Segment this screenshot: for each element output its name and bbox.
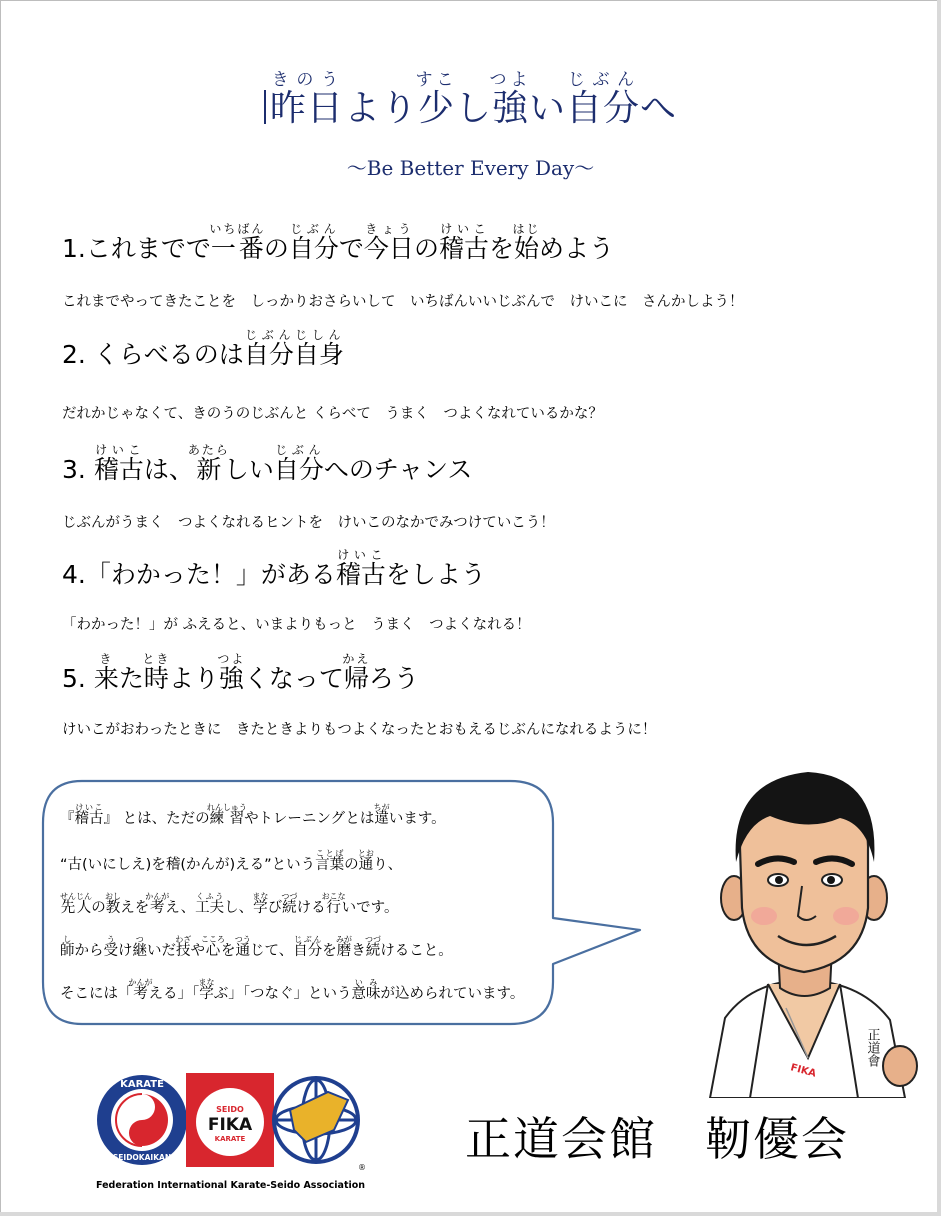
ruby-text: 学まな — [198, 978, 215, 1002]
ruby-text: 意味いみ — [351, 978, 381, 1002]
text-segment: をしよう — [385, 560, 486, 589]
text-segment: くなって — [243, 664, 344, 693]
ruby-text: 自分じぶん — [293, 935, 323, 959]
text-segment: じて、 — [250, 943, 294, 959]
text-segment: 4.「わかった！」がある — [62, 560, 336, 589]
text-segment: え、 — [165, 900, 196, 916]
item-1-heading — [62, 222, 614, 265]
text-segment: が込められています。 — [380, 986, 525, 1002]
title-kana: へ — [640, 88, 678, 129]
federation-name: Federation International Karate-Seido Association — [96, 1180, 366, 1191]
bubble-line-1 — [60, 803, 580, 828]
text-segment: へのチャンス — [323, 455, 473, 484]
item-4-desc: 「わかった！」が ふえると、いまよりもっと うまく つよくなれる！ — [62, 617, 531, 633]
fika-logo — [186, 1073, 274, 1167]
text-segment: の — [344, 857, 359, 873]
ruby-text: 継つ — [132, 935, 147, 959]
text-segment: いだ — [147, 943, 176, 959]
ruby-text: 稽古けいこ — [438, 222, 489, 263]
text-segment: ぶ」「つなぐ」という — [213, 986, 352, 1002]
karate-top-text: KARATE — [120, 1079, 164, 1090]
association-logos — [96, 1070, 366, 1178]
bubble-line-2 — [60, 849, 580, 874]
ruby-text: 自分自身じぶんじしん — [243, 328, 344, 369]
text-segment: 1.これまでで — [62, 234, 211, 263]
text-segment: び — [267, 900, 283, 916]
text-segment: しい — [223, 455, 274, 484]
bubble-line-4 — [60, 935, 580, 960]
ruby-text: 心こころ — [201, 935, 225, 959]
gi-embroidery-text: 正道會 — [864, 1028, 880, 1067]
ruby-text: 今日きょう — [363, 222, 414, 263]
text-segment: し、 — [224, 900, 254, 916]
ruby-text: 自分じぶん — [288, 222, 339, 263]
title-kanji: 強つよ — [489, 70, 532, 129]
ruby-text: 通つう — [234, 935, 251, 959]
bubble-line-3 — [60, 892, 580, 917]
text-segment: や — [190, 943, 205, 959]
ruby-text: 考かんが — [128, 978, 153, 1002]
ruby-text: 帰かえ — [342, 652, 371, 693]
text-segment: 『 — [60, 811, 75, 827]
text-segment: やトレーニングとは — [244, 811, 375, 827]
organization-name: 正道会館 靭優会 — [465, 1112, 849, 1166]
item-3-desc: じぶんがうまく つよくなれるヒントを けいこのなかでみつけていこう！ — [62, 515, 555, 531]
title-bar — [264, 90, 266, 124]
ruby-text: 自分じぶん — [273, 443, 324, 484]
text-segment: ろう — [368, 664, 419, 693]
item-3-heading — [62, 443, 472, 486]
text-segment: えを — [120, 900, 150, 916]
text-segment: います。 — [388, 811, 446, 827]
item-4-heading — [62, 548, 486, 591]
text-segment: で — [338, 234, 364, 263]
ruby-text: 受う — [103, 935, 118, 959]
text-segment: そこには「 — [60, 986, 133, 1002]
subtitle: ～Be Better Every Day～ — [346, 156, 595, 180]
ruby-text: 技わざ — [175, 935, 192, 959]
ruby-text: 工夫くふう — [195, 892, 225, 916]
item-2-desc: だれかじゃなくて、きのうのじぶんと くらべて うまく つよくなれているかな？ — [62, 406, 603, 422]
ruby-text: 行おこな — [321, 892, 346, 916]
globe-logo — [272, 1076, 366, 1172]
title-kanji: 自分じぶん — [566, 70, 641, 129]
ruby-text: 続つづ — [281, 892, 298, 916]
item-2-heading — [62, 328, 344, 371]
ruby-text: 稽古けいこ — [74, 803, 104, 827]
text-segment: け — [118, 943, 133, 959]
title-kana: い — [529, 88, 567, 129]
page-title — [0, 70, 941, 131]
title-kanji: 少すこ — [415, 70, 458, 129]
fika-main-text: FIKA — [207, 1115, 253, 1135]
ruby-text: 先人せんじん — [60, 892, 92, 916]
ruby-text: 始はじ — [512, 222, 541, 263]
ruby-text: 続つづ — [364, 935, 381, 959]
instructor-caricature — [690, 758, 920, 1098]
text-segment: いです。 — [341, 900, 399, 916]
item-5-heading — [62, 652, 419, 695]
ruby-text: 師し — [60, 935, 75, 959]
item-1-desc: これまでやってきたことを しっかりおさらいして いちばんいいじぶんで けいこに さんかしよう！ — [62, 294, 744, 310]
text-segment: き — [351, 943, 366, 959]
text-segment: り、 — [373, 857, 403, 873]
text-segment: ける — [296, 900, 326, 916]
text-segment: 』 とは、ただの — [103, 811, 210, 827]
fika-bottom-text: KARATE — [214, 1135, 246, 1143]
ruby-text: 強つよ — [217, 652, 246, 693]
ruby-text: 来き — [93, 652, 119, 693]
ruby-text: 練習れんしゅう — [206, 803, 247, 827]
text-segment: える」「 — [148, 986, 200, 1002]
ruby-text: 一番いちばん — [209, 222, 266, 263]
karate-bottom-text: SEIDOKAIKAN — [112, 1153, 172, 1162]
seidokaikan-logo — [97, 1075, 187, 1165]
page-shadow — [937, 0, 941, 1216]
text-segment: を — [221, 943, 236, 959]
text-segment: 2. くらべるのは — [62, 340, 244, 369]
text-segment: 5. — [62, 664, 94, 693]
text-segment: めよう — [539, 234, 615, 263]
ruby-text: 教おし — [105, 892, 121, 916]
gi-badge-text: FIKA — [789, 1062, 818, 1080]
text-segment: は、 — [143, 455, 194, 484]
text-segment: けること。 — [380, 943, 453, 959]
title-kana: し — [454, 88, 492, 129]
ruby-text: 考かんが — [145, 892, 170, 916]
ruby-text: 時とき — [142, 652, 171, 693]
item-5-desc: けいこがおわったときに きたときよりもつよくなったとおもえるじぶんになれるように！ — [62, 722, 657, 738]
ruby-text: 磨みが — [335, 935, 352, 959]
ruby-text: 違ちが — [373, 803, 390, 827]
text-segment: の — [91, 900, 106, 916]
text-segment: を — [322, 943, 337, 959]
fika-top-text: SEIDO — [216, 1105, 244, 1114]
text-segment: の — [263, 234, 289, 263]
title-kana: より — [343, 88, 418, 129]
text-segment: から — [74, 943, 104, 959]
ruby-text: 学まな — [252, 892, 269, 916]
text-segment: 3. — [62, 455, 94, 484]
ruby-text: 稽古けいこ — [93, 443, 144, 484]
ruby-text: 稽古けいこ — [335, 548, 386, 589]
text-segment: の — [413, 234, 439, 263]
ruby-text: 通とお — [357, 849, 374, 873]
registered-mark: ® — [358, 1163, 366, 1172]
title-kanji: 昨日きのう — [269, 70, 344, 129]
text-segment: “古(いにしえ)を稽(かんが)える”という — [60, 857, 316, 873]
text-segment: た — [118, 664, 144, 693]
page-shadow — [0, 1212, 941, 1216]
ruby-text: 新あたら — [187, 443, 230, 484]
text-segment: を — [488, 234, 514, 263]
ruby-text: 言葉ことば — [315, 849, 345, 873]
text-segment: より — [168, 664, 219, 693]
bubble-line-5 — [60, 978, 580, 1003]
